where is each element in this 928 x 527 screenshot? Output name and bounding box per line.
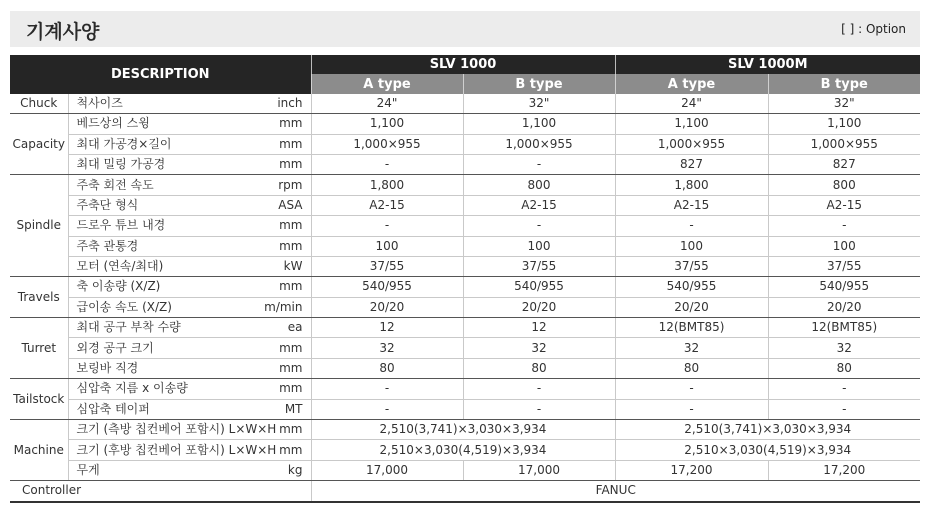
value-cell: 37/55 xyxy=(768,256,920,276)
unit-cell: mm xyxy=(248,154,311,174)
table-row xyxy=(10,420,920,440)
table-row xyxy=(10,216,920,236)
value-cell: 1,100 xyxy=(463,114,615,134)
type-header: B type xyxy=(768,74,920,93)
table-row xyxy=(10,358,920,378)
value-cell: - xyxy=(615,216,768,236)
unit-cell: ea xyxy=(248,318,311,338)
item-cell: 외경 공구 크기 xyxy=(68,338,248,358)
category-cell: Tailstock xyxy=(10,379,68,420)
value-cell: 1,800 xyxy=(615,175,768,195)
item-cell: 척사이즈 xyxy=(68,94,248,114)
table-row xyxy=(10,256,920,276)
item-cell: 급이송 속도 (X/Z) xyxy=(68,297,248,317)
value-cell: 1,100 xyxy=(768,114,920,134)
table-row xyxy=(10,277,920,297)
value-cell: 800 xyxy=(768,175,920,195)
value-cell: - xyxy=(615,399,768,419)
value-cell: 24" xyxy=(311,94,463,114)
value-cell: 20/20 xyxy=(615,297,768,317)
table-row xyxy=(10,440,920,460)
type-header: A type xyxy=(311,74,463,93)
unit-cell: ASA xyxy=(248,195,311,215)
unit-cell: mm xyxy=(248,358,311,378)
value-cell: - xyxy=(463,379,615,399)
value-cell: - xyxy=(311,154,463,174)
table-row xyxy=(10,236,920,256)
category-cell: Turret xyxy=(10,318,68,379)
value-cell: - xyxy=(463,154,615,174)
table-row xyxy=(10,114,920,134)
value-cell: 100 xyxy=(615,236,768,256)
table-row xyxy=(10,134,920,154)
value-cell: - xyxy=(768,379,920,399)
value-cell: - xyxy=(768,216,920,236)
value-cell: 1,000×955 xyxy=(768,134,920,154)
value-cell: - xyxy=(463,216,615,236)
item-cell: 최대 공구 부착 수량 xyxy=(68,318,248,338)
category-cell: Chuck xyxy=(10,94,68,114)
model-header-slv1000: SLV 1000 xyxy=(311,55,615,74)
item-cell: 베드상의 스윙 xyxy=(68,114,248,134)
value-cell: A2-15 xyxy=(311,195,463,215)
unit-cell: mm xyxy=(248,379,311,399)
value-cell: - xyxy=(768,399,920,419)
value-cell: 37/55 xyxy=(615,256,768,276)
title-bar xyxy=(10,11,920,47)
item-cell: 최대 밀링 가공경 xyxy=(68,154,248,174)
value-cell: 17,200 xyxy=(768,460,920,480)
item-cell: 크기 (후방 칩컨베어 포함시) L×W×H xyxy=(68,440,248,460)
table-row xyxy=(10,460,920,480)
value-cell: 540/955 xyxy=(311,277,463,297)
table-row xyxy=(10,94,920,114)
value-cell: 100 xyxy=(311,236,463,256)
value-cell: 32 xyxy=(311,338,463,358)
value-cell: 80 xyxy=(463,358,615,378)
unit-cell: m/min xyxy=(248,297,311,317)
value-cell: 12(BMT85) xyxy=(615,318,768,338)
controller-label: Controller xyxy=(10,481,311,502)
unit-cell: mm xyxy=(248,236,311,256)
value-cell: 2,510×3,030(4,519)×3,934 xyxy=(615,440,920,460)
value-cell: A2-15 xyxy=(463,195,615,215)
value-cell: - xyxy=(311,379,463,399)
unit-cell: mm xyxy=(248,216,311,236)
value-cell: 1,000×955 xyxy=(615,134,768,154)
item-cell: 모터 (연속/최대) xyxy=(68,256,248,276)
value-cell: - xyxy=(463,399,615,419)
table-row xyxy=(10,338,920,358)
unit-cell: mm xyxy=(248,277,311,297)
value-cell: 540/955 xyxy=(768,277,920,297)
table-row xyxy=(10,175,920,195)
category-cell: Spindle xyxy=(10,175,68,277)
value-cell: 17,000 xyxy=(311,460,463,480)
spec-body xyxy=(10,94,920,502)
table-row xyxy=(10,379,920,399)
type-header: A type xyxy=(615,74,768,93)
value-cell: 20/20 xyxy=(463,297,615,317)
value-cell: - xyxy=(311,216,463,236)
unit-cell: mm xyxy=(248,338,311,358)
value-cell: 540/955 xyxy=(615,277,768,297)
type-header: B type xyxy=(463,74,615,93)
value-cell: 32 xyxy=(768,338,920,358)
unit-cell: mm xyxy=(248,134,311,154)
item-cell: 심압축 테이퍼 xyxy=(68,399,248,419)
unit-cell: kW xyxy=(248,256,311,276)
value-cell: 100 xyxy=(463,236,615,256)
model-header-slv1000m: SLV 1000M xyxy=(615,55,920,74)
value-cell: 32 xyxy=(463,338,615,358)
item-cell: 크기 (측방 칩컨베어 포함시) L×W×H xyxy=(68,420,248,440)
value-cell: 12 xyxy=(463,318,615,338)
value-cell: 12(BMT85) xyxy=(768,318,920,338)
item-cell: 주축 관통경 xyxy=(68,236,248,256)
controller-value: FANUC xyxy=(311,481,920,502)
unit-cell: mm xyxy=(248,114,311,134)
value-cell: A2-15 xyxy=(768,195,920,215)
value-cell: 80 xyxy=(615,358,768,378)
value-cell: 1,800 xyxy=(311,175,463,195)
option-legend: [ ] : Option xyxy=(841,22,906,36)
category-cell: Travels xyxy=(10,277,68,318)
unit-cell: rpm xyxy=(248,175,311,195)
value-cell: 37/55 xyxy=(463,256,615,276)
unit-cell: MT xyxy=(248,399,311,419)
table-row xyxy=(10,481,920,502)
value-cell: 1,100 xyxy=(311,114,463,134)
item-cell: 최대 가공경×길이 xyxy=(68,134,248,154)
category-cell: Machine xyxy=(10,420,68,481)
table-row xyxy=(10,297,920,317)
table-row xyxy=(10,195,920,215)
item-cell: 심압축 지름 x 이송량 xyxy=(68,379,248,399)
item-cell: 주축 회전 속도 xyxy=(68,175,248,195)
item-cell: 축 이송량 (X/Z) xyxy=(68,277,248,297)
page-title: 기계사양 xyxy=(26,21,100,43)
unit-cell: mm xyxy=(248,440,311,460)
value-cell: 32 xyxy=(615,338,768,358)
value-cell: 17,000 xyxy=(463,460,615,480)
table-row xyxy=(10,399,920,419)
value-cell: 20/20 xyxy=(768,297,920,317)
value-cell: 827 xyxy=(768,154,920,174)
value-cell: 2,510(3,741)×3,030×3,934 xyxy=(615,420,920,440)
value-cell: 17,200 xyxy=(615,460,768,480)
spec-table xyxy=(10,55,920,503)
value-cell: 540/955 xyxy=(463,277,615,297)
description-header: DESCRIPTION xyxy=(10,55,311,94)
value-cell: 37/55 xyxy=(311,256,463,276)
value-cell: 800 xyxy=(463,175,615,195)
value-cell: 1,000×955 xyxy=(311,134,463,154)
category-cell: Capacity xyxy=(10,114,68,175)
value-cell: A2-15 xyxy=(615,195,768,215)
value-cell: - xyxy=(311,399,463,419)
value-cell: 80 xyxy=(768,358,920,378)
value-cell: 1,100 xyxy=(615,114,768,134)
table-row xyxy=(10,154,920,174)
item-cell: 보링바 직경 xyxy=(68,358,248,378)
table-row xyxy=(10,318,920,338)
value-cell: 2,510(3,741)×3,030×3,934 xyxy=(311,420,615,440)
value-cell: 827 xyxy=(615,154,768,174)
value-cell: 2,510×3,030(4,519)×3,934 xyxy=(311,440,615,460)
unit-cell: mm xyxy=(248,420,311,440)
item-cell: 주축단 형식 xyxy=(68,195,248,215)
value-cell: - xyxy=(615,379,768,399)
value-cell: 12 xyxy=(311,318,463,338)
item-cell: 무게 xyxy=(68,460,248,480)
value-cell: 32" xyxy=(463,94,615,114)
value-cell: 20/20 xyxy=(311,297,463,317)
value-cell: 100 xyxy=(768,236,920,256)
unit-cell: inch xyxy=(248,94,311,114)
value-cell: 1,000×955 xyxy=(463,134,615,154)
value-cell: 80 xyxy=(311,358,463,378)
item-cell: 드로우 튜브 내경 xyxy=(68,216,248,236)
value-cell: 24" xyxy=(615,94,768,114)
value-cell: 32" xyxy=(768,94,920,114)
unit-cell: kg xyxy=(248,460,311,480)
